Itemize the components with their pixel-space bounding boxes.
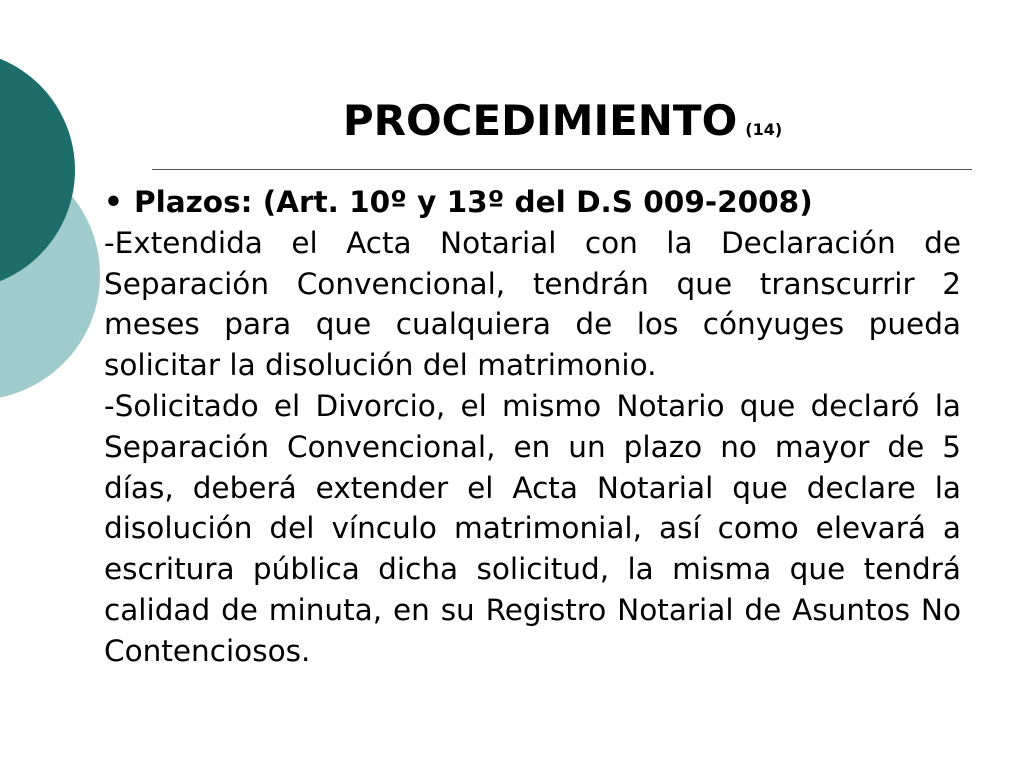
slide-title	[150, 96, 975, 146]
title-divider	[152, 169, 972, 170]
slide-title-reference: (14)	[745, 120, 783, 139]
bullet-heading	[104, 182, 961, 223]
decorative-circles	[0, 0, 110, 420]
slide-body	[104, 182, 961, 672]
bullet-icon: •	[104, 185, 123, 219]
paragraph-1: -Extendida el Acta Notarial con la Declaración de Separación Convencional, tendrán que transcurrir 2 meses para que cualquiera de los cónyuges pueda solicitar la disolución del matrimonio.	[104, 225, 961, 383]
slide-title-text: PROCEDIMIENTO	[342, 96, 738, 145]
bullet-heading-text: Plazos: (Art. 10º y 13º del D.S 009-2008)	[134, 185, 813, 219]
paragraph-2: -Solicitado el Divorcio, el mismo Notario que declaró la Separación Convencional, en un plazo no mayor de 5 días, deberá extender el Acta Notarial que declare la disolución del vínculo matrimonial, así como elevará a escritura pública dicha solicitud, la misma que tendrá calidad de minuta, en su Registro Notarial de Asuntos No Contenciosos.	[104, 388, 961, 668]
